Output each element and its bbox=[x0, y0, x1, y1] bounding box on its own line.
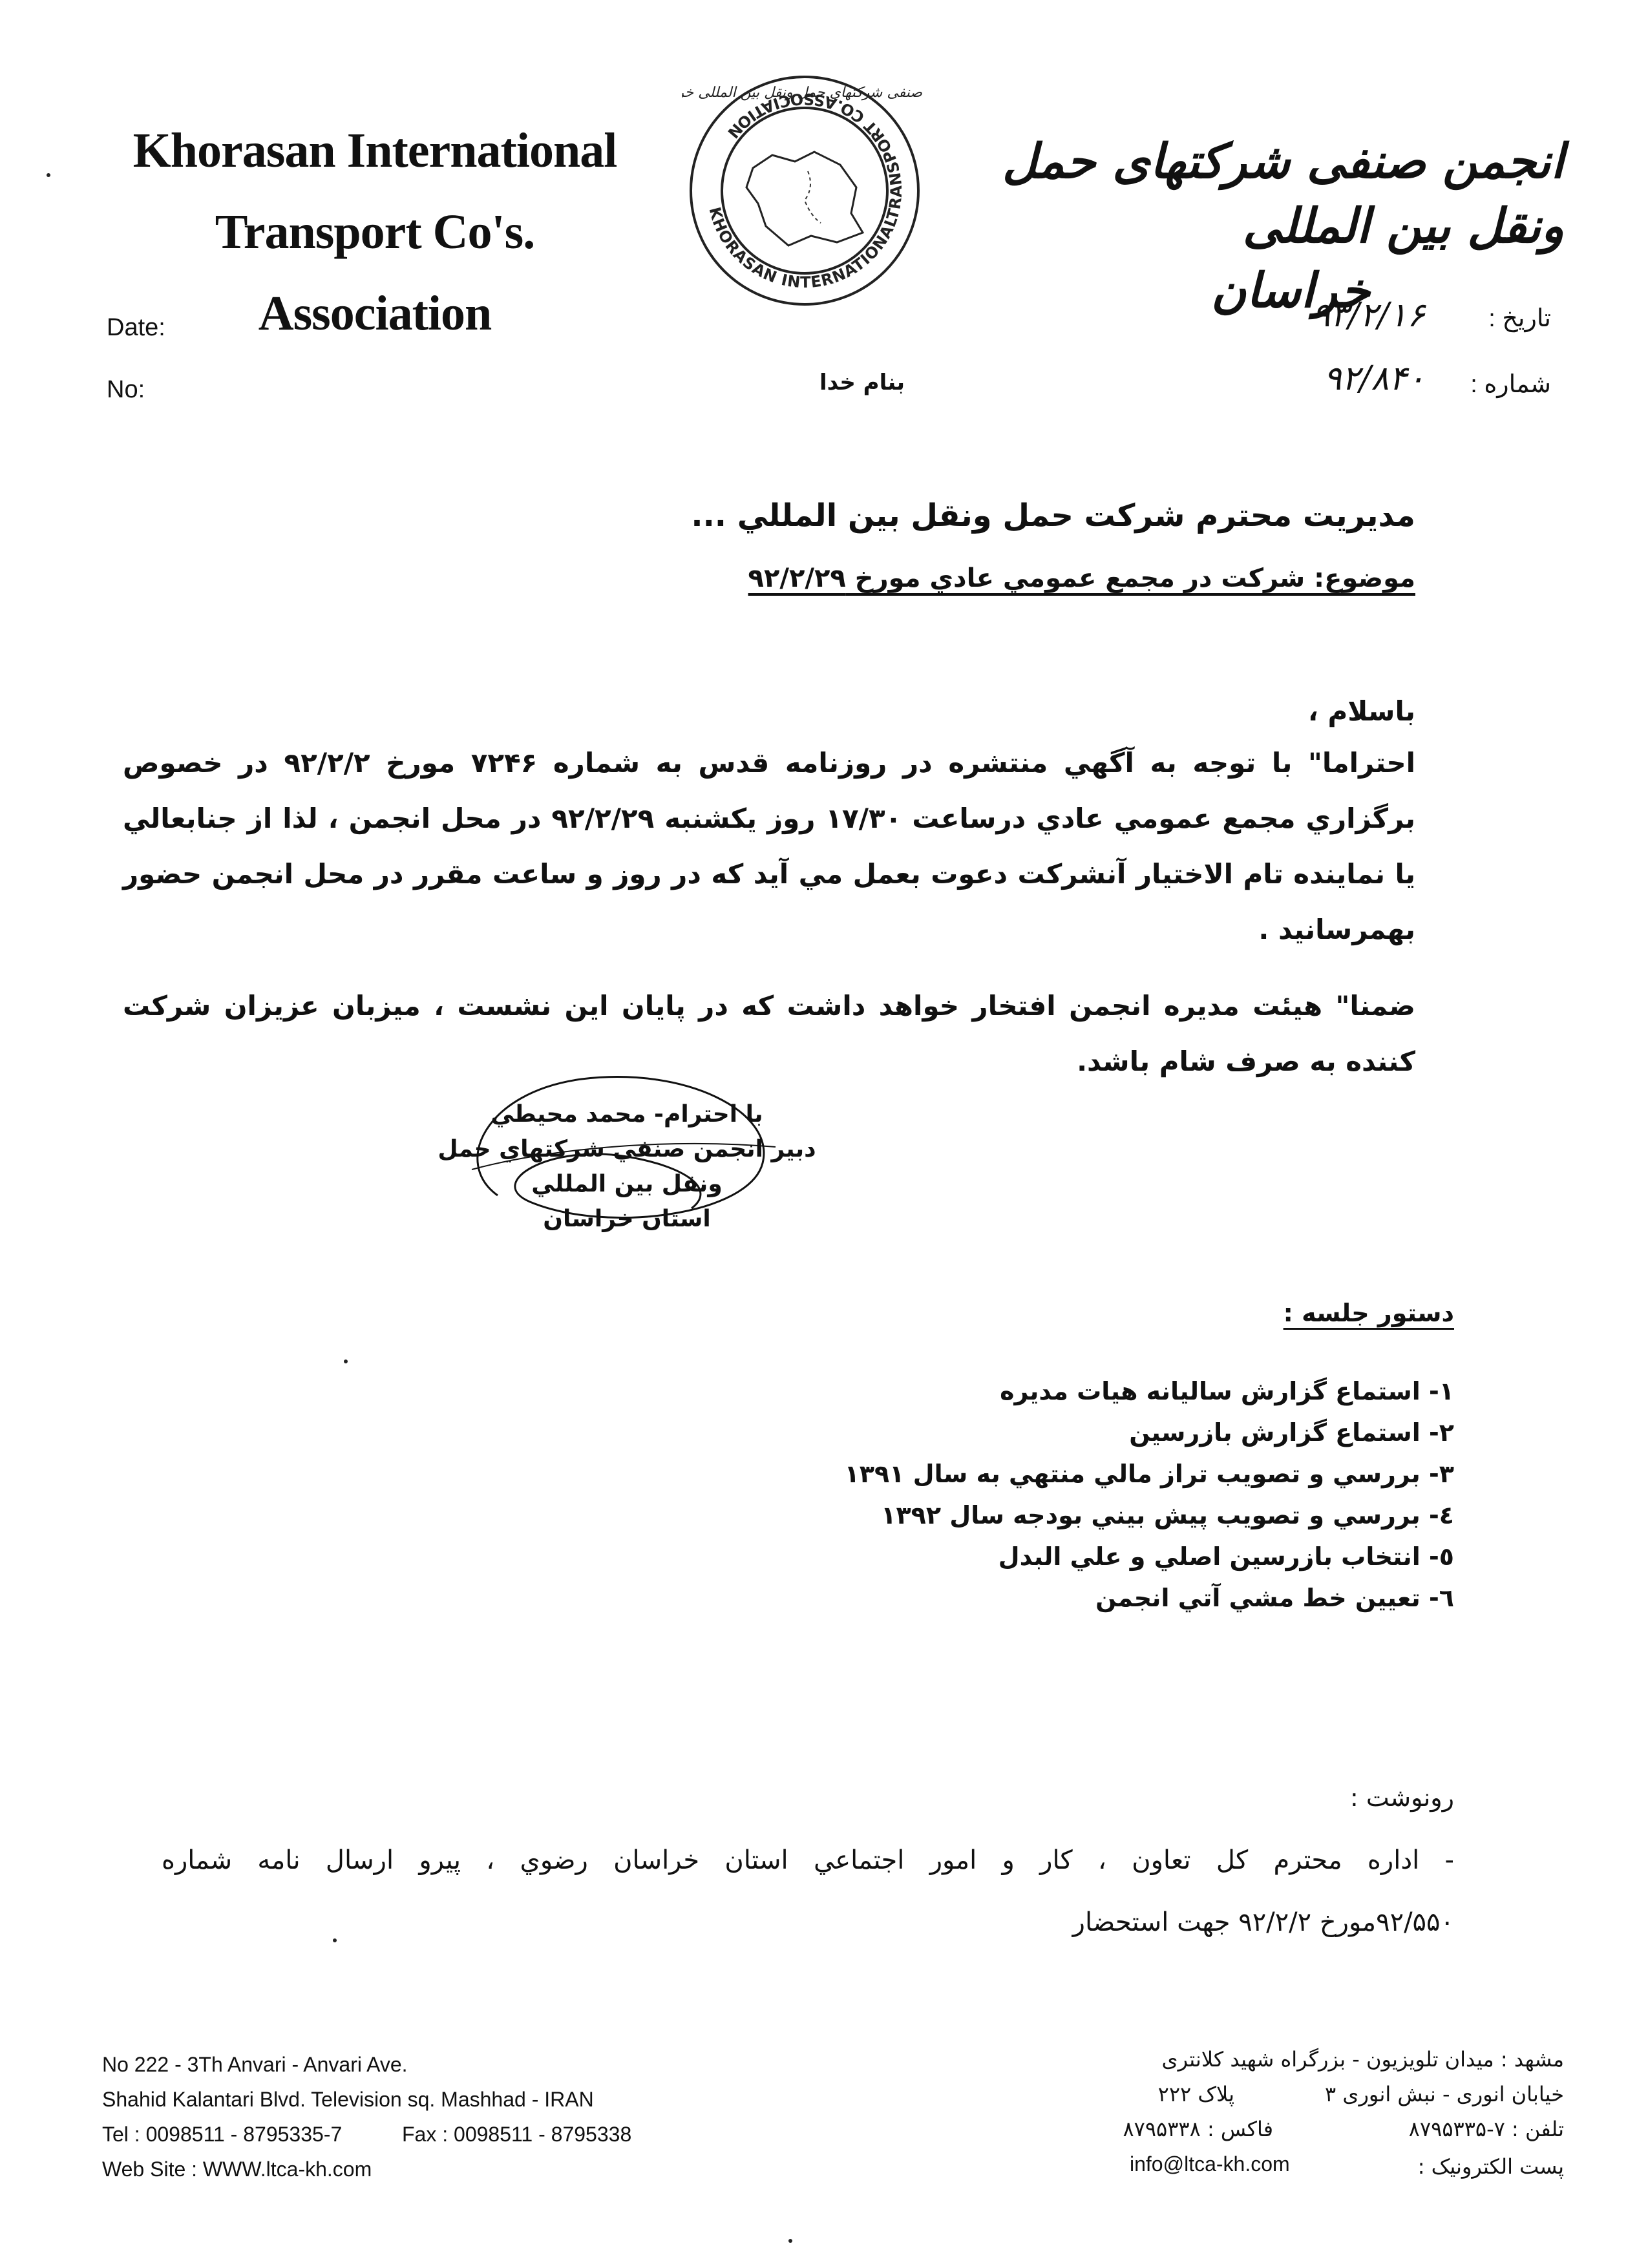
footer-address-fa-1: مشهد : میدان تلویزیون - بزرگراه شهید کلانتری bbox=[1161, 2047, 1564, 2072]
org-name-en-line2: Transport Co's. Association bbox=[215, 205, 535, 341]
org-name-en-line1: Khorasan International bbox=[132, 123, 617, 178]
agenda-item: ۱- استماع گزارش ساليانه هيات مديره bbox=[1000, 1377, 1454, 1405]
no-label-en: No: bbox=[107, 376, 145, 403]
footer-address-en-1: No 222 - 3Th Anvari - Anvari Ave. bbox=[102, 2053, 408, 2076]
footer-fax-fa: فاکس : ۸۷۹۵۳۳۸ bbox=[1123, 2117, 1273, 2141]
agenda-title: دستور جلسه : bbox=[1283, 1299, 1454, 1327]
subject: موضوع: شركت در مجمع عمومي عادي مورخ ۹۲/۲/۲۹ bbox=[748, 563, 1415, 593]
date-label-en: Date: bbox=[107, 314, 165, 341]
copy-title: رونوشت : bbox=[1350, 1783, 1454, 1812]
scan-speck bbox=[47, 173, 50, 177]
greeting: باسلام ، bbox=[1307, 695, 1415, 727]
agenda-item: ٦- تعيين خط مشي آتي انجمن bbox=[1095, 1584, 1454, 1612]
scan-speck bbox=[344, 1360, 348, 1363]
signature-line2: دبير انجمن صنفي شركتهاي حمل ونقل بين المللي bbox=[438, 1136, 816, 1197]
signature-line1: با احترام- محمد محيطي bbox=[491, 1101, 763, 1128]
footer-address-fa-2: خیابان انوری - نبش انوری ۳ bbox=[1325, 2082, 1564, 2106]
iran-map-icon bbox=[746, 152, 863, 246]
seal-ring-textpath: KHORASAN INTERNATIONALTRANSPORT CO.ASSOCIATION bbox=[705, 89, 906, 292]
agenda-item: ٤- بررسي و تصويب پيش بيني بودجه سال ۱۳۹۲ bbox=[881, 1501, 1454, 1529]
agenda-item: ۲- استماع گزارش بازرسين bbox=[1129, 1418, 1454, 1447]
recipient: مديريت محترم شركت حمل ونقل بين المللي ... bbox=[691, 498, 1415, 534]
org-name-fa-line2: خراسان bbox=[1210, 263, 1370, 319]
signature-line3: استان خراسان bbox=[543, 1206, 711, 1232]
agenda-item: ٥- انتخاب بازرسين اصلي و علي البدل bbox=[998, 1542, 1454, 1571]
footer-address-en-2: Shahid Kalantari Blvd. Television sq. Mashhad - IRAN bbox=[102, 2088, 594, 2111]
footer-plate-fa: پلاک ۲۲۲ bbox=[1157, 2082, 1234, 2106]
seal-emblem-icon bbox=[682, 58, 927, 323]
footer-fax-en: Fax : 0098511 - 8795338 bbox=[402, 2123, 632, 2146]
org-name-fa-line1: انجمن صنفی شرکتهای حمل ونقل بین المللی bbox=[1002, 134, 1564, 254]
footer-email-label-fa: پست الکترونیک : bbox=[1417, 2154, 1564, 2179]
association-seal bbox=[682, 58, 927, 323]
seal-top-text: صنفی شرکتهای حمل ونقل بین المللی خ bbox=[684, 85, 923, 101]
scan-speck bbox=[333, 1938, 337, 1942]
body-paragraph-1: احتراما" با توجه به آگهي منتشره در روزنامه قدس به شماره ۷۲۴۶ مورخ ۹۲/۲/۲ در خصوص برگزاري مجمع عمومي عادي درساعت ۱۷/۳۰ روز يكشنبه ۹۲/۲/۲۹ در محل انجمن ، لذا از جنابعالي يا نماينده تام الاختيار آنشركت دعوت بعمل مي آيد كه در روز و ساعت مقرر در محل انجمن حضور بهمرسانيد . bbox=[123, 747, 1416, 945]
agenda-item: ۳- بررسي و تصويب تراز مالي منتهي به سال ۱۳۹۱ bbox=[844, 1460, 1454, 1488]
scan-speck bbox=[788, 2239, 792, 2243]
basmala: بنام خدا bbox=[819, 370, 905, 395]
footer-phone-en: Tel : 0098511 - 8795335-7 bbox=[102, 2123, 343, 2146]
copy-line2: ۹۲/۵۵۰مورخ ۹۲/۲/۲ جهت استحضار bbox=[1072, 1907, 1454, 1937]
org-name-en bbox=[97, 110, 653, 354]
copy-line1: - اداره محترم كل تعاون ، كار و امور اجتماعي استان خراسان رضوي ، پيرو ارسال نامه شماره bbox=[162, 1845, 1454, 1875]
date-value: ۹۳/۲/۱۶ bbox=[1312, 296, 1425, 335]
footer-email[interactable]: info@ltca-kh.com bbox=[1130, 2152, 1290, 2176]
body-paragraph-2: ضمنا" هيئت مديره انجمن افتخار خواهد داشت كه در پايان اين نشست ، ميزبان عزيزان شركت كننده به صرف شام باشد. bbox=[123, 990, 1415, 1077]
signature-block bbox=[414, 1008, 840, 1254]
svg-text:KHORASAN INTERNATIONALTRANSPOR bbox=[706, 90, 906, 292]
org-name-fa bbox=[995, 129, 1564, 323]
footer-website[interactable]: Web Site : WWW.ltca-kh.com bbox=[102, 2158, 372, 2181]
no-label-fa: شماره : bbox=[1470, 371, 1551, 398]
footer-phone-fa: تلفن : ۷-۸۷۹۵۳۳۵ bbox=[1408, 2117, 1564, 2141]
number-value: ۹۲/۸۴۰ bbox=[1323, 359, 1425, 398]
date-label-fa: تاریخ : bbox=[1488, 305, 1551, 332]
